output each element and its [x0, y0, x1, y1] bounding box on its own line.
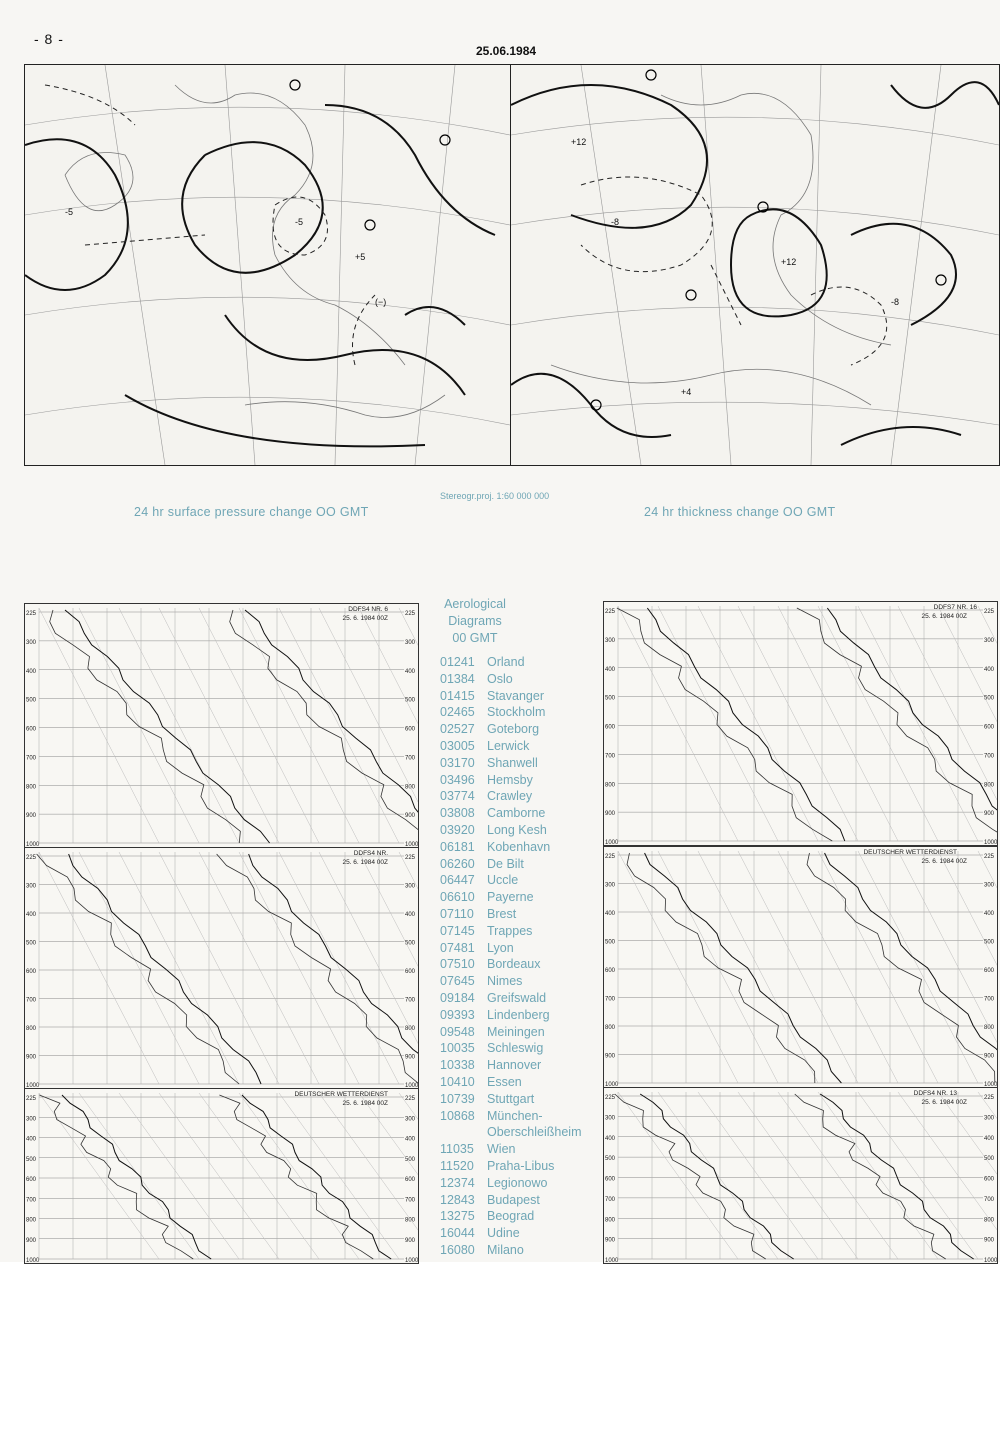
station-row: [440, 1108, 598, 1142]
station-id: 03920: [440, 822, 475, 837]
station-id: 06447: [440, 873, 475, 888]
pressure-level-label: 800: [405, 784, 416, 791]
pressure-level-label: 1000: [605, 1258, 619, 1263]
station-id: 07110: [440, 906, 474, 921]
pressure-level-label: 900: [26, 1237, 37, 1244]
pressure-level-label: 500: [605, 695, 616, 702]
station-id: 01384: [440, 671, 475, 686]
station-id: 01415: [440, 688, 475, 703]
pressure-level-label: 225: [984, 1095, 995, 1101]
pressure-level-label: 700: [26, 1197, 37, 1204]
pressure-level-label: 700: [605, 1196, 616, 1203]
pressure-level-label: 225: [605, 854, 616, 860]
pressure-level-label: 1000: [405, 1258, 418, 1263]
pressure-level-label: 500: [26, 1156, 37, 1163]
surface-pressure-caption: 24 hr surface pressure change OO GMT: [134, 505, 369, 519]
diagram-header: DDFS4 NR. 6: [348, 606, 388, 613]
pressure-level-label: 400: [984, 666, 995, 673]
svg-text:-5: -5: [295, 217, 304, 227]
pressure-level-label: 400: [984, 1135, 995, 1142]
pressure-level-label: 225: [26, 855, 37, 861]
station-name: Budapest: [487, 1192, 540, 1207]
station-row: [440, 788, 598, 805]
station-name: Stuttgart: [487, 1091, 535, 1106]
pressure-level-label: 300: [26, 1116, 37, 1123]
station-id: 06181: [440, 839, 475, 854]
pressure-level-label: 800: [984, 782, 995, 789]
pressure-level-label: 500: [984, 695, 995, 702]
pressure-level-label: 400: [984, 911, 995, 917]
pressure-level-label: 700: [605, 996, 616, 1003]
pressure-level-label: 1000: [405, 1083, 418, 1088]
pressure-level-label: 800: [26, 1217, 37, 1224]
pressure-level-label: 300: [405, 1116, 416, 1123]
station-name: Stavanger: [487, 688, 544, 703]
svg-text:+12: +12: [781, 257, 797, 267]
station-name: Praha-Libus: [487, 1158, 555, 1173]
station-row: [440, 1192, 598, 1209]
pressure-level-label: 300: [605, 637, 616, 644]
station-row: [440, 839, 598, 856]
aerological-diagram-5: [24, 1088, 419, 1264]
diagram-date: 25. 6. 1984 00Z: [921, 613, 967, 620]
pressure-level-label: 900: [26, 1054, 37, 1061]
pressure-level-label: 600: [984, 968, 995, 974]
station-id: 16080: [440, 1242, 475, 1257]
pressure-level-label: 500: [605, 1156, 616, 1163]
pressure-level-label: 600: [26, 726, 37, 733]
station-id: 07145: [440, 923, 475, 938]
pressure-level-label: 400: [26, 668, 37, 675]
diagram-header: DDFS7 NR. 16: [933, 604, 977, 611]
station-row: [440, 1175, 598, 1192]
station-id: 03496: [440, 772, 475, 787]
pressure-level-label: 1000: [984, 1258, 997, 1263]
diagram-header: DEUTSCHER WETTERDIENST: [863, 849, 957, 856]
thickness-caption: 24 hr thickness change OO GMT: [644, 505, 836, 519]
station-id: 09548: [440, 1024, 475, 1039]
pressure-level-label: 700: [984, 1196, 995, 1203]
pressure-level-label: 400: [26, 1136, 37, 1143]
station-id: 09184: [440, 990, 475, 1005]
pressure-level-label: 600: [405, 1177, 416, 1183]
station-name: Payerne: [487, 890, 534, 905]
station-row: [440, 856, 598, 873]
diagram-date: 25. 6. 1984 00Z: [342, 615, 388, 622]
diagram-date: 25. 6. 1984 00Z: [342, 859, 388, 866]
pressure-level-label: 1000: [605, 1082, 619, 1087]
station-id: 03005: [440, 738, 475, 753]
pressure-level-label: 500: [984, 1156, 995, 1163]
station-id: 07481: [440, 940, 475, 955]
pressure-level-label: 300: [984, 882, 995, 889]
aerological-diagram-1: [24, 603, 419, 848]
station-row: [440, 956, 598, 973]
station-row: [440, 1141, 598, 1158]
station-name: Bordeaux: [487, 957, 541, 972]
pressure-level-label: 700: [984, 996, 995, 1003]
pressure-level-label: 600: [405, 969, 416, 975]
station-row: [440, 973, 598, 990]
surface-pressure-change-map: [24, 64, 511, 466]
station-row: [440, 1007, 598, 1024]
station-id: 11035: [440, 1142, 474, 1157]
station-name: Greifswald: [487, 990, 547, 1005]
station-row: [440, 889, 598, 906]
pressure-level-label: 800: [984, 1025, 995, 1031]
pressure-level-label: 800: [405, 1217, 416, 1224]
pressure-level-label: 400: [405, 912, 416, 918]
pressure-level-label: 1000: [405, 842, 418, 847]
aerological-title-line3: 00 GMT: [452, 631, 498, 645]
station-name: Wien: [487, 1142, 516, 1157]
station-row: [440, 906, 598, 923]
pressure-level-label: 600: [26, 1177, 37, 1183]
station-name: Shanwell: [487, 755, 538, 770]
station-name: Trappes: [487, 923, 533, 938]
station-row: [440, 1242, 598, 1259]
pressure-level-label: 800: [984, 1217, 995, 1224]
station-name: Beograd: [487, 1209, 535, 1224]
pressure-level-label: 900: [605, 1237, 616, 1244]
station-name: Legionowo: [487, 1175, 548, 1190]
station-row: [440, 1074, 598, 1091]
pressure-level-label: 300: [984, 1115, 995, 1122]
pressure-level-label: 225: [26, 611, 37, 617]
diagram-header: DEUTSCHER WETTERDIENST: [294, 1091, 388, 1098]
pressure-level-label: 700: [26, 755, 37, 762]
station-id: 06260: [440, 856, 475, 871]
pressure-level-label: 600: [605, 968, 616, 974]
station-name: Oslo: [487, 671, 513, 686]
station-row: [440, 923, 598, 940]
station-name: Crawley: [487, 789, 533, 804]
page-number: - 8 -: [34, 31, 64, 47]
pressure-level-label: 225: [405, 855, 416, 861]
station-row: [440, 1040, 598, 1057]
station-name: Stockholm: [487, 705, 546, 720]
station-row: [440, 990, 598, 1007]
pressure-level-label: 700: [984, 753, 995, 760]
aerological-title-line2: Diagrams: [448, 614, 502, 628]
thickness-change-map: [510, 64, 1000, 466]
pressure-level-label: 400: [26, 912, 37, 918]
aerological-diagram-3: [24, 847, 419, 1089]
pressure-level-label: 300: [984, 637, 995, 644]
aerological-diagram-4: [603, 846, 998, 1088]
svg-text:-8: -8: [611, 217, 620, 227]
pressure-level-label: 300: [405, 639, 416, 646]
pressure-level-label: 600: [984, 724, 995, 731]
pressure-level-label: 400: [405, 668, 416, 675]
pressure-level-label: 300: [26, 639, 37, 646]
pressure-level-label: 400: [605, 911, 616, 917]
station-name: Lindenberg: [487, 1007, 550, 1022]
pressure-level-label: 800: [26, 784, 37, 791]
pressure-level-label: 500: [26, 697, 37, 704]
aerological-title: [440, 596, 510, 647]
pressure-level-label: 225: [26, 1096, 37, 1102]
pressure-level-label: 1000: [984, 1082, 997, 1087]
diagram-header: DDFS4 NR. 13: [913, 1090, 957, 1097]
svg-text:+5: +5: [355, 252, 366, 262]
pressure-level-label: 400: [605, 1135, 616, 1142]
station-id: 03808: [440, 806, 475, 821]
station-name: Uccle: [487, 873, 519, 888]
station-id: 07645: [440, 974, 475, 989]
station-id: 10410: [440, 1074, 475, 1089]
aerological-title-line1: Aerological: [444, 597, 506, 611]
station-id: 10739: [440, 1091, 475, 1106]
station-row: [440, 872, 598, 889]
svg-text:-5: -5: [65, 207, 74, 217]
station-name: Hemsby: [487, 772, 533, 787]
svg-text:+4: +4: [681, 387, 692, 397]
pressure-level-label: 900: [605, 811, 616, 818]
pressure-level-label: 900: [984, 811, 995, 818]
pressure-level-label: 900: [984, 1053, 995, 1060]
pressure-level-label: 225: [405, 1096, 416, 1102]
pressure-level-label: 600: [26, 969, 37, 975]
pressure-level-label: 500: [405, 940, 416, 947]
station-row: [440, 688, 598, 705]
station-id: 01241: [440, 655, 475, 669]
station-name: Lyon: [487, 940, 514, 955]
station-id: 13275: [440, 1209, 475, 1224]
pressure-level-label: 225: [605, 1095, 616, 1101]
station-id: 12374: [440, 1175, 475, 1190]
pressure-level-label: 1000: [605, 840, 619, 845]
pressure-level-label: 225: [984, 609, 995, 615]
pressure-level-label: 600: [605, 1176, 616, 1183]
station-id: 10035: [440, 1041, 475, 1056]
station-id: 03774: [440, 789, 475, 804]
pressure-level-label: 900: [605, 1053, 616, 1060]
pressure-level-label: 900: [26, 813, 37, 820]
diagram-date: 25. 6. 1984 00Z: [921, 858, 967, 865]
pressure-level-label: 800: [605, 1025, 616, 1031]
pressure-level-label: 900: [405, 1054, 416, 1061]
station-name: Udine: [487, 1226, 520, 1241]
page-date: 25.06.1984: [476, 44, 537, 58]
station-row: [440, 721, 598, 738]
pressure-level-label: 900: [984, 1237, 995, 1244]
svg-text:-8: -8: [891, 297, 900, 307]
pressure-level-label: 500: [405, 697, 416, 704]
pressure-level-label: 800: [605, 1217, 616, 1224]
station-id: 02465: [440, 705, 475, 720]
station-row: [440, 755, 598, 772]
station-row: [440, 671, 598, 688]
station-row: [440, 822, 598, 839]
station-id: 11520: [440, 1158, 474, 1173]
pressure-level-label: 225: [605, 609, 616, 615]
station-row: [440, 1208, 598, 1225]
station-id: 02527: [440, 722, 475, 737]
pressure-level-label: 1000: [984, 840, 997, 845]
pressure-level-label: 300: [605, 1115, 616, 1122]
station-name: Goteborg: [487, 722, 540, 737]
pressure-level-label: 700: [405, 755, 416, 762]
station-id: 16044: [440, 1226, 475, 1241]
station-name: Nimes: [487, 974, 523, 989]
pressure-level-label: 500: [405, 1156, 416, 1163]
station-name: Hannover: [487, 1058, 542, 1073]
station-name: Orland: [487, 655, 525, 669]
pressure-level-label: 225: [984, 854, 995, 860]
station-name: Lerwick: [487, 738, 530, 753]
station-name: München-Oberschleißheim: [487, 1108, 582, 1140]
station-list: [440, 654, 598, 1261]
station-name: Brest: [487, 906, 517, 921]
pressure-level-label: 1000: [26, 1258, 40, 1263]
station-row: [440, 1225, 598, 1242]
station-id: 06610: [440, 890, 475, 905]
aerological-diagram-6: [603, 1087, 998, 1264]
pressure-level-label: 500: [605, 939, 616, 946]
station-name: Kobenhavn: [487, 839, 551, 854]
station-row: [440, 1024, 598, 1041]
pressure-level-label: 900: [405, 813, 416, 820]
station-row: [440, 772, 598, 789]
station-row: [440, 738, 598, 755]
pressure-level-label: 300: [405, 883, 416, 890]
pressure-level-label: 900: [405, 1237, 416, 1244]
aerological-diagram-2: [603, 601, 998, 846]
diagram-date: 25. 6. 1984 00Z: [342, 1100, 388, 1107]
pressure-level-label: 600: [984, 1176, 995, 1183]
station-id: 10868: [440, 1108, 475, 1123]
pressure-level-label: 400: [605, 666, 616, 673]
pressure-level-label: 700: [405, 997, 416, 1004]
station-row: [440, 1158, 598, 1175]
pressure-level-label: 500: [26, 940, 37, 947]
pressure-level-label: 700: [605, 753, 616, 760]
station-name: Milano: [487, 1242, 524, 1257]
svg-text:+12: +12: [571, 137, 587, 147]
station-name: Essen: [487, 1074, 522, 1089]
projection-note: Stereogr.proj. 1:60 000 000: [440, 491, 550, 501]
svg-text:(−): (−): [375, 297, 387, 307]
station-row: [440, 805, 598, 822]
station-id: 09393: [440, 1007, 475, 1022]
pressure-level-label: 400: [405, 1136, 416, 1143]
station-id: 12843: [440, 1192, 475, 1207]
station-name: Meiningen: [487, 1024, 545, 1039]
station-name: Schleswig: [487, 1041, 544, 1056]
pressure-level-label: 800: [26, 1026, 37, 1032]
pressure-level-label: 600: [605, 724, 616, 731]
pressure-level-label: 700: [405, 1197, 416, 1204]
station-id: 07510: [440, 957, 475, 972]
pressure-level-label: 225: [405, 611, 416, 617]
pressure-level-label: 600: [405, 726, 416, 733]
pressure-level-label: 300: [26, 883, 37, 890]
pressure-level-label: 1000: [26, 1083, 40, 1088]
diagram-header: DDFS4 NR.: [353, 850, 388, 857]
pressure-level-label: 1000: [26, 842, 40, 847]
station-row: [440, 940, 598, 957]
station-name: Camborne: [487, 806, 546, 821]
station-row: [440, 654, 598, 671]
pressure-level-label: 700: [26, 997, 37, 1004]
diagram-date: 25. 6. 1984 00Z: [921, 1099, 967, 1106]
station-row: [440, 1057, 598, 1074]
station-id: 10338: [440, 1058, 475, 1073]
station-id: 03170: [440, 755, 475, 770]
pressure-level-label: 800: [605, 782, 616, 789]
station-row: [440, 704, 598, 721]
station-name: Long Kesh: [487, 822, 547, 837]
pressure-level-label: 300: [605, 882, 616, 889]
station-name: De Bilt: [487, 856, 524, 871]
pressure-level-label: 800: [405, 1026, 416, 1032]
station-row: [440, 1091, 598, 1108]
pressure-level-label: 500: [984, 939, 995, 946]
